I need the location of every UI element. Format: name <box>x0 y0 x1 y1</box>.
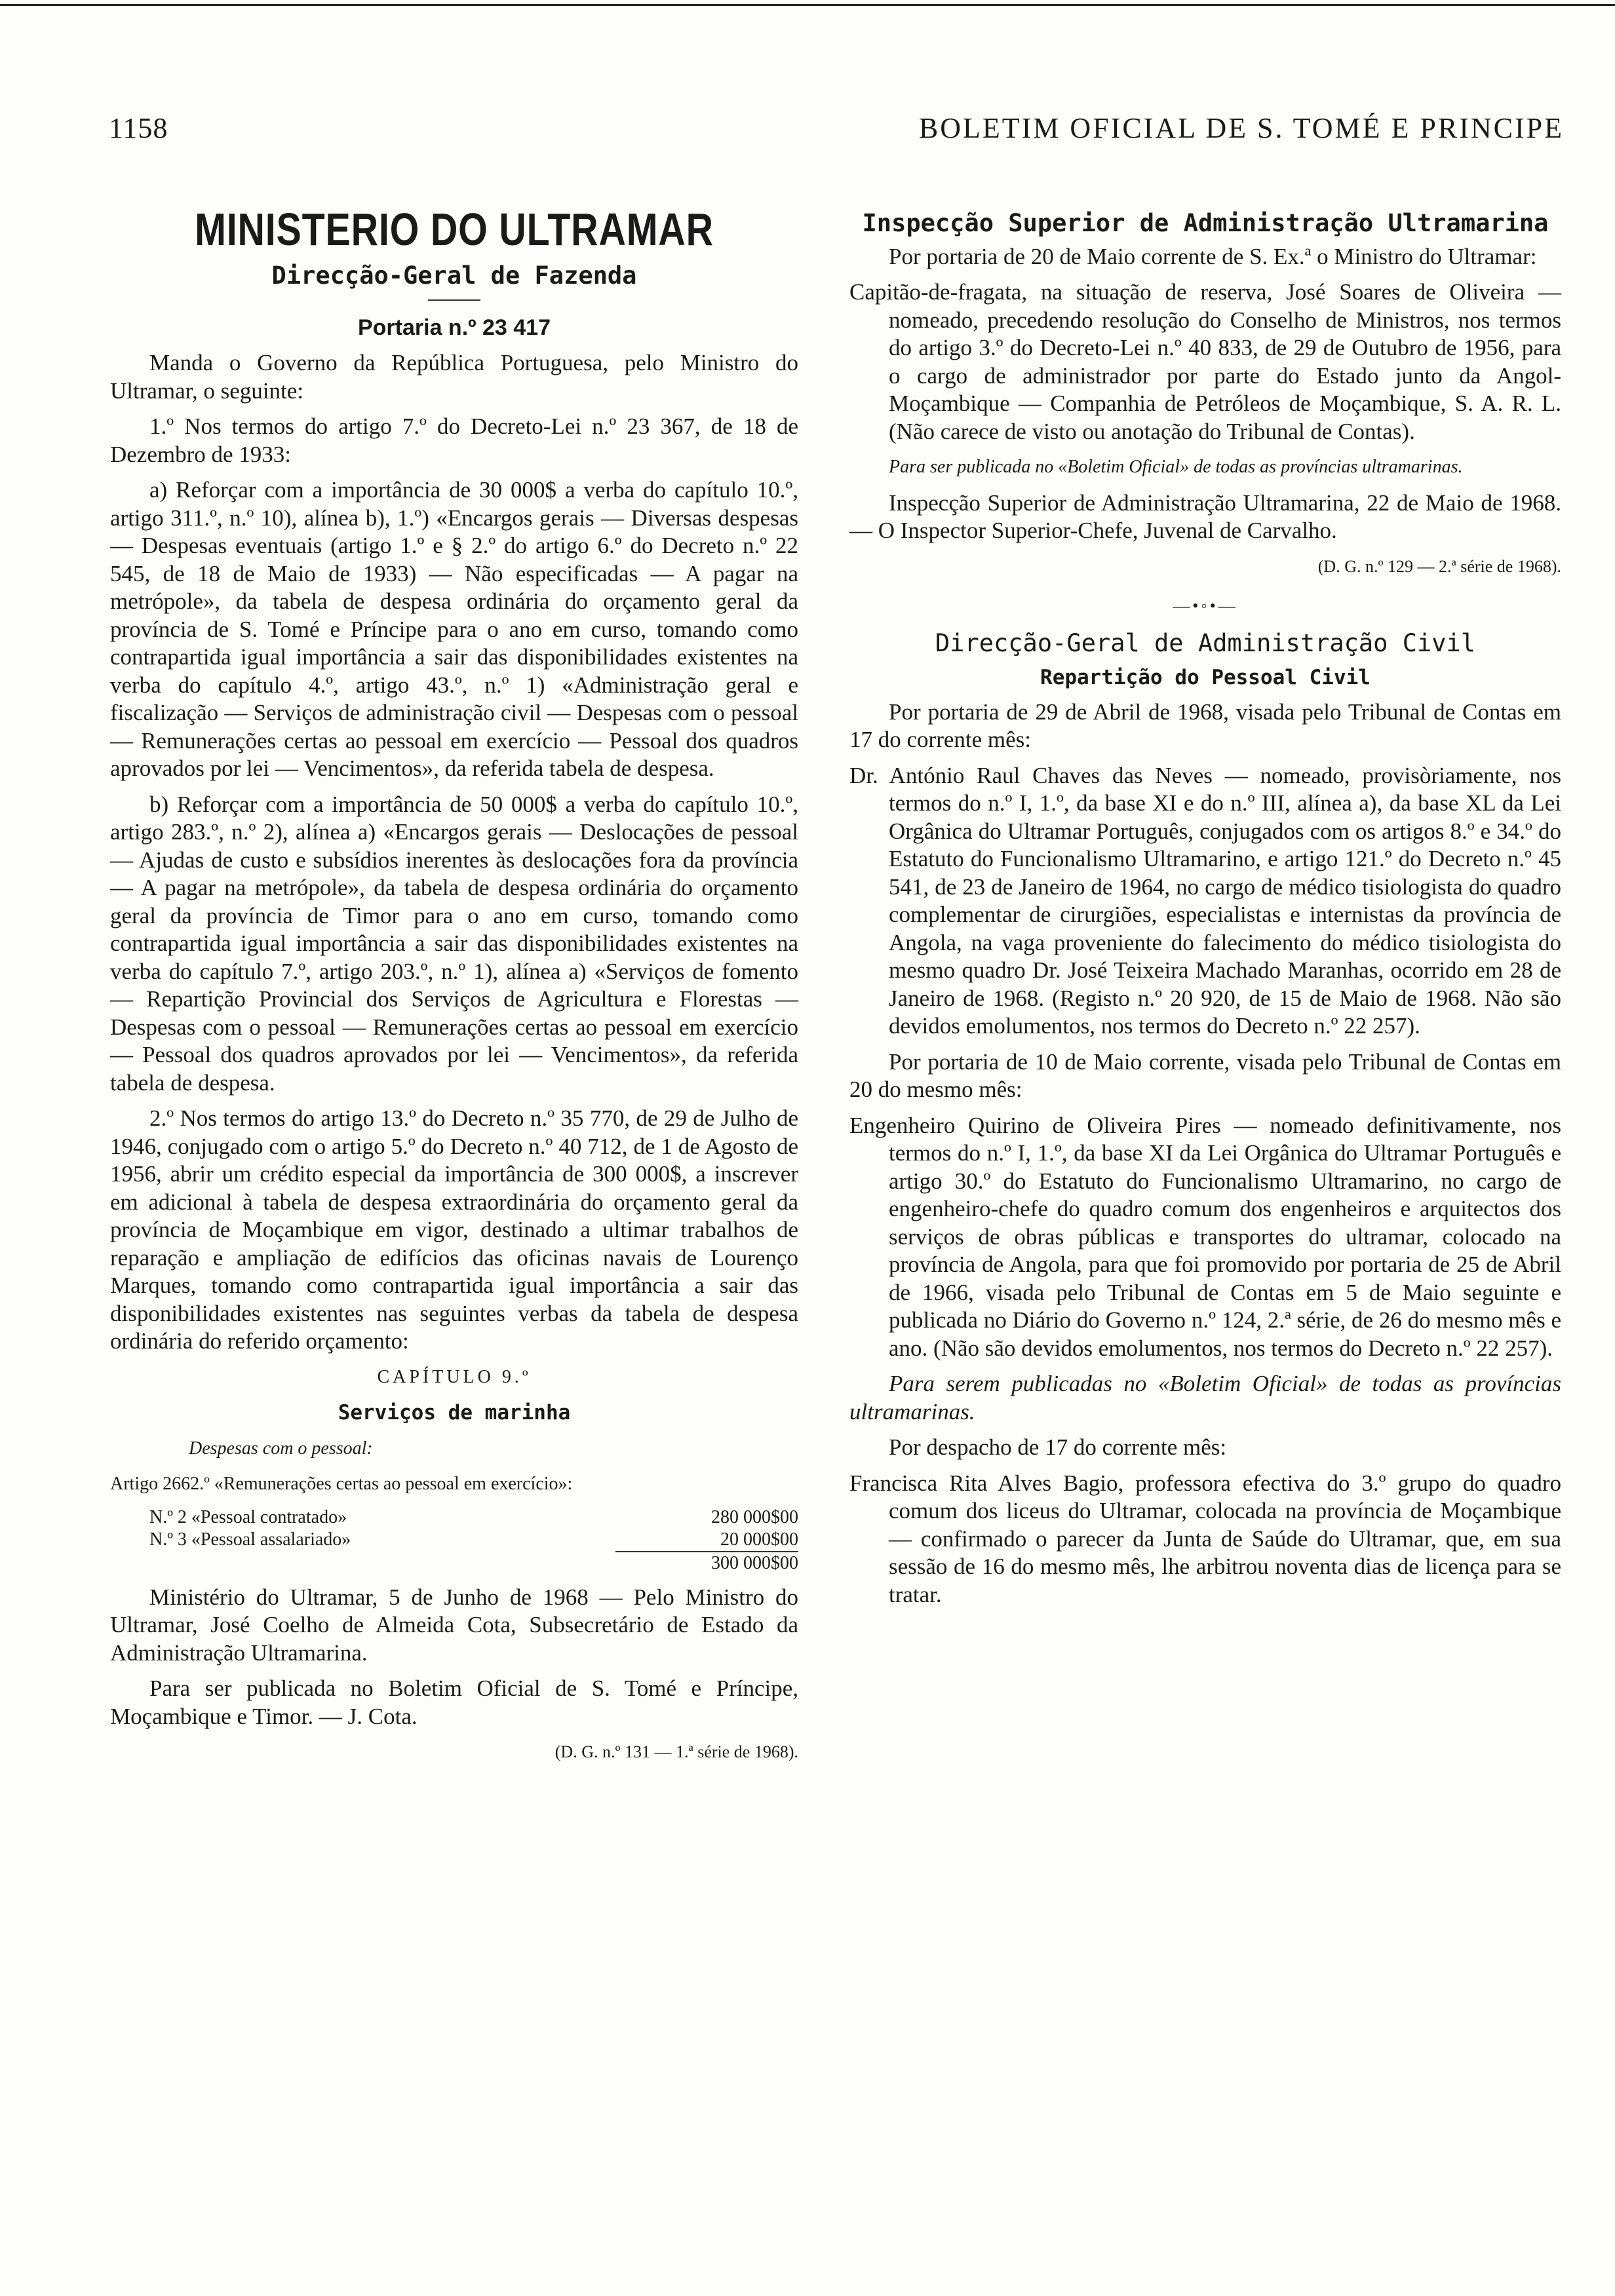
civil-2-intro: Por portaria de 10 de Maio corrente, visada pelo Tribunal de Contas em 20 do mesmo mês: <box>849 1048 1561 1102</box>
publish-note: Para ser publicada no Boletim Oficial de S. Tomé e Príncipe, Moçambique e Timor. — J. Cota. <box>110 1675 798 1729</box>
civil-2-publish: Para serem publicadas no «Boletim Oficial» de todas as províncias ultramarinas. <box>849 1371 1561 1425</box>
item-amount: 20 000$00 <box>720 1529 798 1550</box>
civil-subtitle: Repartição do Pessoal Civil <box>1040 666 1371 689</box>
page-number: 1158 <box>109 112 168 144</box>
paragraph-1: 1.º Nos termos do artigo 7.º do Decreto-Lei n.º 23 367, de 18 de Dezembro de 1933: <box>110 413 798 467</box>
left-column <box>110 203 798 1778</box>
civil-title: Direcção-Geral de Administração Civil <box>935 628 1476 657</box>
inspection-publish: Para ser publicada no «Boletim Oficial» de todas as províncias ultramarinas. <box>889 457 1463 477</box>
short-rule <box>428 299 480 301</box>
item-label: N.º 2 «Pessoal contratado» <box>149 1506 347 1527</box>
page-header <box>109 111 1564 157</box>
paragraph-a: a) Reforçar com a importância de 30 000$ a verba do capítulo 10.º, artigo 311.º, n.º 10), alínea b), 1.º) «Encargos gerais — Diversas despesas — Despesas eventuais (artigo 1.º e § 2.º do artigo 6.º do Decreto n.º 22 545, de 18 de Maio de 1933) — Não especificadas — A pagar na metrópole», da tabela de despesa ordinária do orçamento geral da província de S. Tomé e Príncipe para o ano em curso, tomando como contrapartida igual importância a sair das disponibilidades existentes na verba do capítulo 4.º, artigo 43.º, n.º 1) «Administração geral e fiscalização — Serviços de administração civil — Despesas com o pessoal — Remunerações certas ao pessoal em exercício — Pessoal dos quadros aprovados por lei — Vencimentos», da referida tabela de despesa. <box>110 477 798 781</box>
table-row <box>110 1529 798 1552</box>
inspection-reference: (D. G. n.º 129 — 2.ª série de 1968). <box>1317 556 1561 576</box>
inspection-title: Inspecção Superior de Administração Ultramarina <box>862 209 1549 237</box>
item-label: N.º 3 «Pessoal assalariado» <box>149 1529 351 1550</box>
publication-title: BOLETIM OFICIAL DE S. TOMÉ E PRINCIPE <box>918 112 1564 144</box>
inspection-body: Capitão-de-fragata, na situação de reserva, José Soares de Oliveira — nomeado, precedendo resolução do Conselho de Ministros, nos termos do artigo 3.º do Decreto-Lei n.º 40 833, de 29 de Outubro de 1956, para o cargo de administrador por parte do Estado junto da Angol-Moçambique — Companhia de Petróleos de Moçambique, S. A. R. L. (Não carece de visto ou anotação do Tribunal de Contas). <box>849 279 1561 444</box>
civil-1-body: Dr. António Raul Chaves das Neves — nomeado, provisòriamente, nos termos do n.º I, 1.º, da base XI e do n.º III, alínea a), da base XL da Lei Orgânica do Ultramar Português, conjugados com os artigos 8.º e 34.º do Estatuto do Funcionalismo Ultramarino, e artigo 121.º do Decreto n.º 45 541, de 23 de Janeiro de 1964, no cargo de médico tisiologista do quadro complementar de cirurgiões, especialistas e internistas da província de Angola, na vaga proveniente do falecimento do médico tisiologista do mesmo quadro Dr. José Teixeira Machado Maranhas, ocorrido em 28 de Janeiro de 1968. (Registo n.º 20 920, de 15 de Maio de 1968. Não são devidos emolumentos, nos termos do Decreto n.º 22 257). <box>849 762 1561 1039</box>
top-border-rule <box>0 4 1615 6</box>
article-line: Artigo 2662.º «Remunerações certas ao pessoal em exercício»: <box>110 1474 573 1494</box>
section-divider: —•◦•— <box>1173 596 1238 615</box>
ministry-title: MINISTERIO DO ULTRAMAR <box>195 204 714 255</box>
department-title: Direcção-Geral de Fazenda <box>271 261 637 290</box>
expense-table <box>110 1506 798 1575</box>
expenses-heading: Despesas com o pessoal: <box>189 1438 373 1459</box>
civil-3-intro: Por despacho de 17 do corrente mês: <box>889 1434 1227 1460</box>
portaria-intro: Manda o Governo da República Portuguesa, pelo Ministro do Ultramar, o seguinte: <box>110 350 798 404</box>
service-heading: Serviços de marinha <box>338 1401 571 1425</box>
civil-2-body: Engenheiro Quirino de Oliveira Pires — nomeado definitivamente, nos termos do n.º I, 1.º, da base XI da Lei Orgânica do Ultramar Português e artigo 30.º do Estatuto do Funcionalismo Ultramarino, no cargo de engenheiro-chefe do quadro comum dos engenheiros e arquitectos dos serviços de obras públicas e transportes do ultramar, colocado na província de Angola, para que foi promovido por portaria de 25 de Abril de 1966, visada pelo Tribunal de Contas em 5 de Maio seguinte e publicada no Diário do Governo n.º 124, 2.ª série, de 26 do mesmo mês e ano. (Não são devidos emolumentos, nos termos do Decreto n.º 22 257). <box>849 1112 1561 1361</box>
table-row <box>110 1506 798 1529</box>
right-column <box>849 203 1561 1617</box>
table-row <box>110 1552 798 1575</box>
gazette-reference: (D. G. n.º 131 — 1.ª série de 1968). <box>555 1742 798 1761</box>
chapter-heading: CAPÍTULO 9.º <box>377 1366 532 1387</box>
paragraph-b: b) Reforçar com a importância de 50 000$ a verba do capítulo 10.º, artigo 283.º, n.º 2), alínea a) «Encargos gerais — Deslocações de pessoal — Ajudas de custo e subsídios inerentes às deslocações fora da província — A pagar na metrópole», da tabela de despesa ordinária do orçamento geral da província de Timor para o ano em curso, tomando como contrapartida igual importância a sair das disponibilidades existentes na verba do capítulo 7.º, artigo 203.º, n.º 1), alínea a) «Serviços de fomento — Repartição Provincial dos Serviços de Agricultura e Florestas — Despesas com o pessoal — Remunerações certas ao pessoal em exercício — Pessoal dos quadros aprovados por lei — Vencimentos», da referida tabela de despesa. <box>110 791 798 1096</box>
item-amount: 280 000$00 <box>711 1506 798 1527</box>
portaria-title: Portaria n.º 23 417 <box>357 315 551 340</box>
civil-1-intro: Por portaria de 29 de Abril de 1968, visada pelo Tribunal de Contas em 17 do corrente mês: <box>849 698 1561 752</box>
paragraph-2: 2.º Nos termos do artigo 13.º do Decreto n.º 35 770, de 29 de Julho de 1946, conjugado com o artigo 5.º do Decreto n.º 40 712, de 1 de Agosto de 1956, abrir um crédito especial da importância de 300 000$, a inscrever em adicional à tabela de despesa extraordinária do orçamento geral da província de Moçambique em vigor, destinado a ultimar trabalhos de reparação e ampliação de edifícios das oficinas navais de Lourenço Marques, tomando como contrapartida igual importância a sair das disponibilidades existentes nas seguintes verbas da tabela de despesa ordinária do referido orçamento: <box>110 1105 798 1354</box>
inspection-signature: Inspecção Superior de Administração Ultramarina, 22 de Maio de 1968. — O Inspector Superior-Chefe, Juvenal de Carvalho. <box>849 489 1561 543</box>
total-amount: 300 000$00 <box>615 1552 798 1575</box>
civil-3-body: Francisca Rita Alves Bagio, professora efectiva do 3.º grupo do quadro comum dos liceus do Ultramar, colocada na província de Moçambique — confirmado o parecer da Junta de Saúde do Ultramar, que, em sua sessão de 16 do mesmo mês, lhe arbitrou noventa dias de licença para se tratar. <box>849 1470 1561 1607</box>
signature: Ministério do Ultramar, 5 de Junho de 1968 — Pelo Ministro do Ultramar, José Coelho de Almeida Cota, Subsecretário de Estado da Administração Ultramarina. <box>110 1584 798 1666</box>
inspection-intro: Por portaria de 20 de Maio corrente de S. Ex.ª o Ministro do Ultramar: <box>889 243 1537 269</box>
